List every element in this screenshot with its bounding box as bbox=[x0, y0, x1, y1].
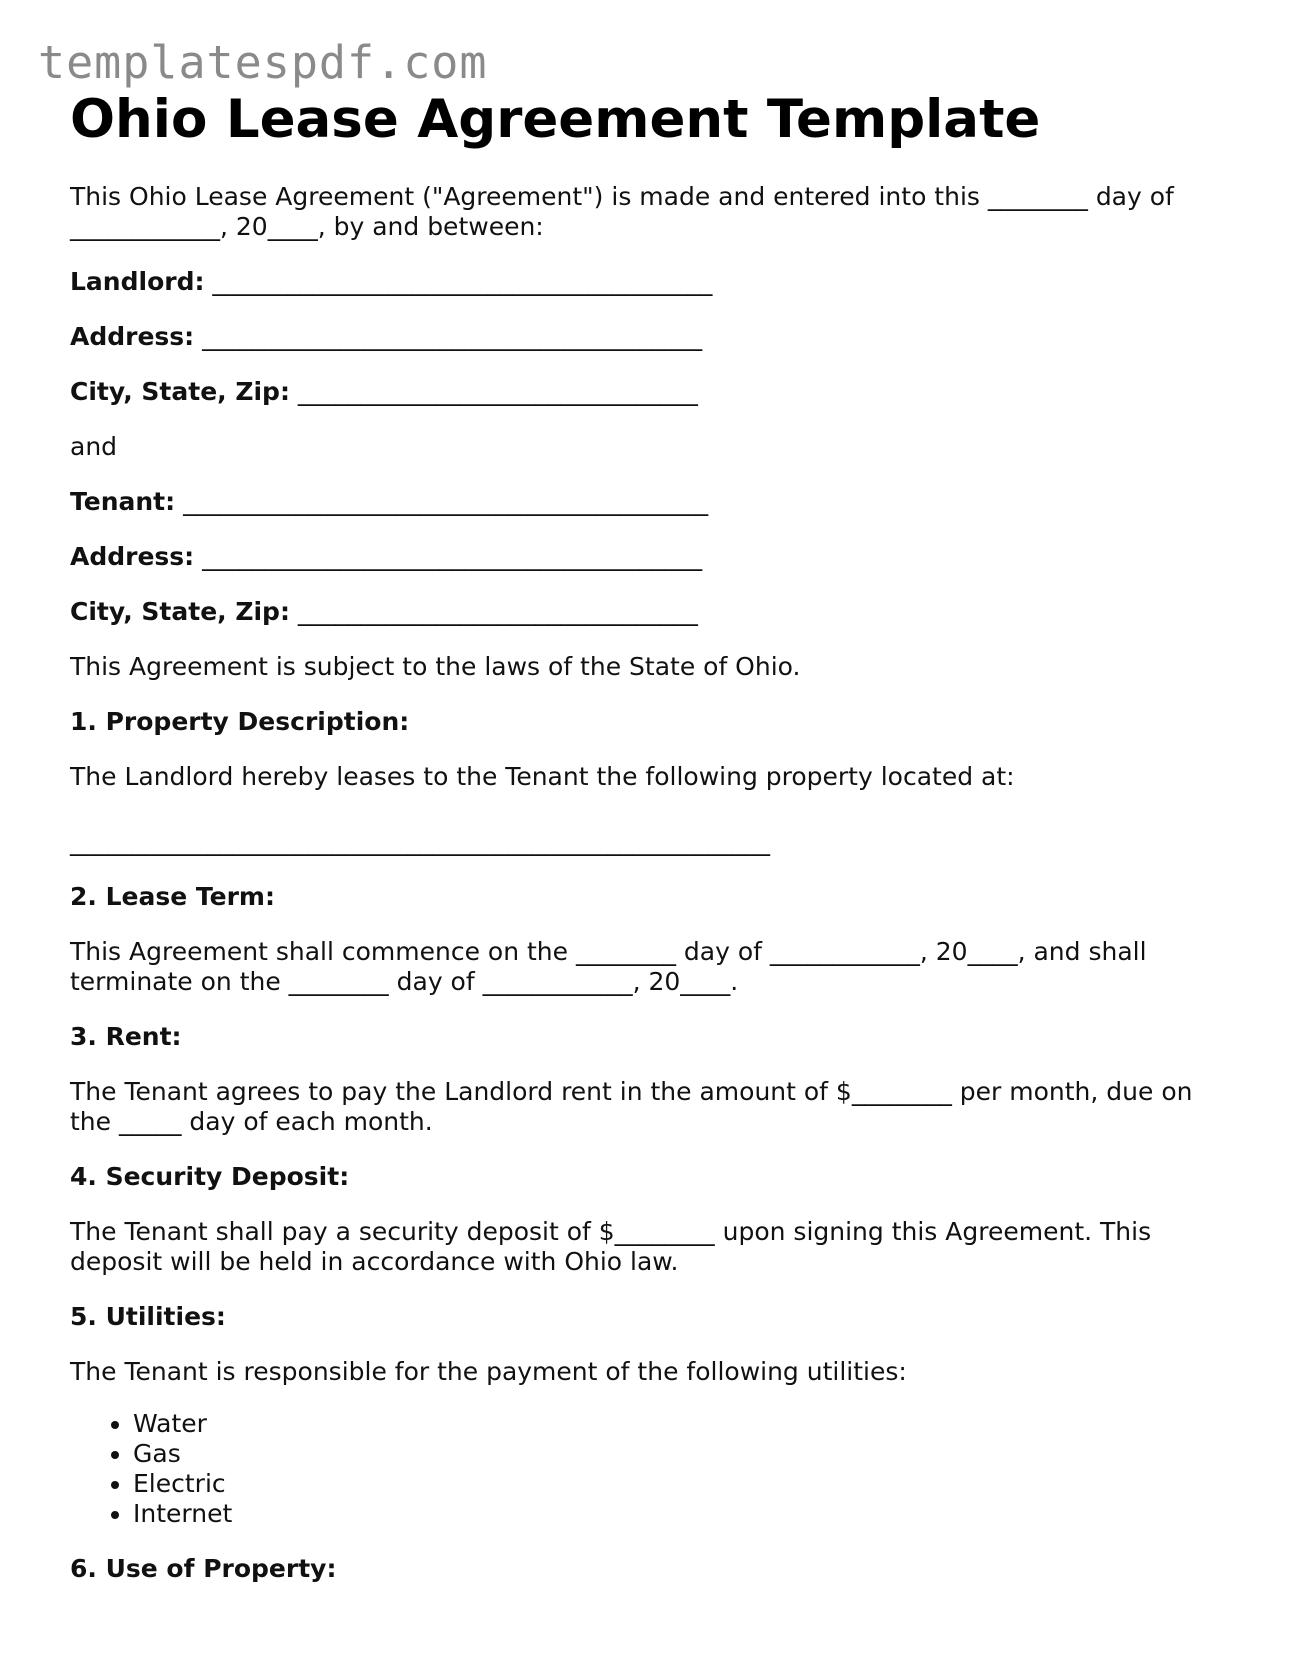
utilities-list bbox=[70, 1409, 1220, 1529]
tenant-label: Tenant: bbox=[70, 487, 176, 516]
section-use-heading: 6. Use of Property: bbox=[70, 1554, 337, 1583]
landlord-address-label: Address: bbox=[70, 322, 195, 351]
landlord-name-field bbox=[70, 267, 1220, 297]
section-property-heading: 1. Property Description: bbox=[70, 707, 410, 736]
tenant-address-blank: ________________________________________ bbox=[202, 542, 703, 571]
list-item: • Gas bbox=[133, 1439, 1220, 1469]
property-address-blank: ________________________________________________________ bbox=[70, 827, 770, 856]
tenant-city-field bbox=[70, 597, 1220, 627]
tenant-address-label: Address: bbox=[70, 542, 195, 571]
landlord-name-blank: ________________________________________ bbox=[212, 267, 713, 296]
tenant-address-field bbox=[70, 542, 1220, 572]
section-deposit-text: The Tenant shall pay a security deposit of $________ upon signing this Agreement. This deposit will be held in accordance with Ohio law. bbox=[70, 1217, 1152, 1276]
landlord-label: Landlord: bbox=[70, 267, 205, 296]
document-title: Ohio Lease Agreement Template bbox=[70, 89, 1041, 150]
section-term-text: This Agreement shall commence on the ________ day of ____________, 20____, and shall terminate on the ________ day of ____________, 20____. bbox=[70, 937, 1147, 996]
tenant-name-field bbox=[70, 487, 1220, 517]
tenant-city-label: City, State, Zip: bbox=[70, 597, 290, 626]
watermark: templatespdf.com bbox=[38, 36, 488, 89]
section-rent-heading: 3. Rent: bbox=[70, 1022, 182, 1051]
section-utilities-heading: 5. Utilities: bbox=[70, 1302, 226, 1331]
section-term-heading: 2. Lease Term: bbox=[70, 882, 275, 911]
landlord-city-label: City, State, Zip: bbox=[70, 377, 290, 406]
landlord-city-field bbox=[70, 377, 1220, 407]
tenant-name-blank: __________________________________________ bbox=[183, 487, 709, 516]
section-rent-text: The Tenant agrees to pay the Landlord rent in the amount of $________ per month, due on the _____ day of each month. bbox=[70, 1077, 1193, 1136]
intro-paragraph: This Ohio Lease Agreement ("Agreement") is made and entered into this ________ day of ____________, 20____, by and between: bbox=[70, 182, 1174, 241]
landlord-city-blank: ________________________________ bbox=[297, 377, 698, 406]
list-item: • Internet bbox=[133, 1499, 1220, 1529]
section-deposit-heading: 4. Security Deposit: bbox=[70, 1162, 350, 1191]
section-utilities-text: The Tenant is responsible for the payment of the following utilities: bbox=[70, 1357, 907, 1386]
and-text: and bbox=[70, 432, 118, 461]
document-page bbox=[70, 88, 1220, 1584]
governing-law-text: This Agreement is subject to the laws of the State of Ohio. bbox=[70, 652, 801, 681]
landlord-address-field bbox=[70, 322, 1220, 352]
list-item: • Water bbox=[133, 1409, 1220, 1439]
tenant-city-blank: ________________________________ bbox=[297, 597, 698, 626]
list-item: • Electric bbox=[133, 1469, 1220, 1499]
landlord-address-blank: ________________________________________ bbox=[202, 322, 703, 351]
section-property-text: The Landlord hereby leases to the Tenant the following property located at: bbox=[70, 762, 1015, 791]
